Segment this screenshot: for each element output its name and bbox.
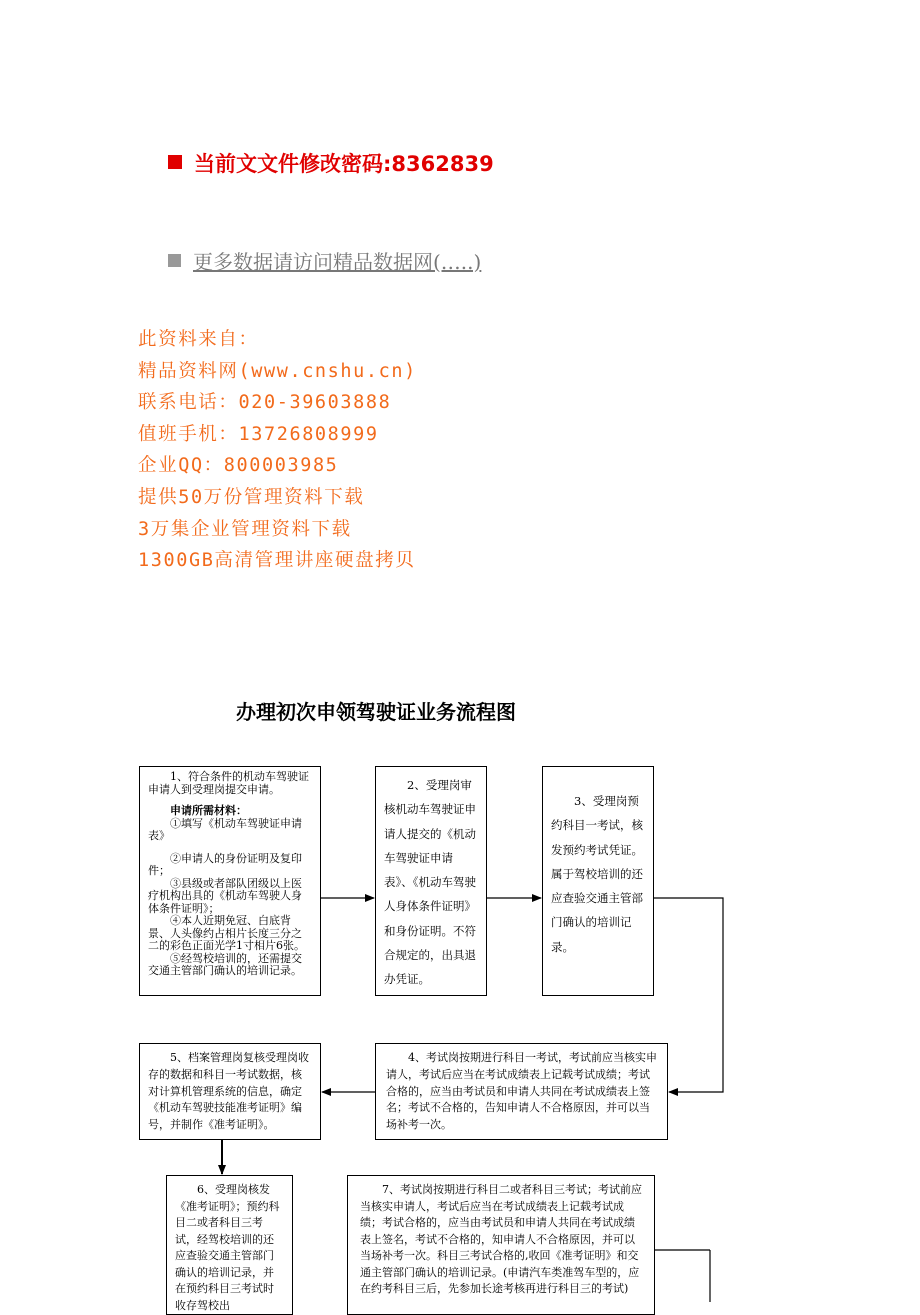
more-data-link[interactable]: 更多数据请访问精品数据网(…..) [193,250,482,274]
flow-step-7: 7、考试岗按期进行科目二或者科目三考试；考试前应当核实申请人，考试后应当在考试成绩表上记载考试成绩；考试合格的，应当由考试员和申请人共同在考试成绩表上签名，考试不合格的，知申请人不合格原因，并可以当场补考一次。科目三考试合格的,收回《准考证明》和交通主管部门确认的培训记录。(申请汽车类准驾车型的，应在约考科目三后，先参加长途考核再进行科目三的考试) [347,1175,655,1315]
step1-material-item: ⑤经驾校培训的，还需提交交通主管部门确认的培训记录。 [148,951,302,977]
ad-line: 企业QQ：800003985 [138,455,339,477]
step1-material-item: ②申请人的身份证明及复印件； [148,851,302,877]
flow-step-4: 4、考试岗按期进行科目一考试，考试前应当核实申请人，考试后应当在考试成绩表上记载考试成绩；考试合格的，应当由考试员和申请人共同在考试成绩表上签名；考试不合格的，告知申请人不合格原因，并可以当场补考一次。 [375,1043,668,1140]
flow-step-3: 3、受理岗预约科目一考试，核发预约考试凭证。属于驾校培训的还应查验交通主管部门确认的培训记录。 [542,766,654,996]
flow-step-1 [139,766,321,996]
ad-line: 1300GB高清管理讲座硬盘拷贝 [138,550,416,572]
ad-line: 此资料来自： [138,329,259,350]
ad-line: 联系电话：020-39603888 [138,392,392,414]
flow-step-2: 2、受理岗审核机动车驾驶证申请人提交的《机动车驾驶证申请表》、《机动车驾驶人身体条件证明》和身份证明。不符合规定的，出具退办凭证。 [375,766,487,996]
step1-material-item: ③县级或者部队团级以上医疗机构出具的《机动车驾驶人身体条件证明》； [148,876,302,915]
password-notice-text: 当前文文件修改密码:8362839 [194,152,494,176]
ad-line: 值班手机：13726808999 [138,423,379,445]
step1-materials-heading: 申请所需材料： [170,804,247,817]
step1-material-item: ①填写《机动车驾驶证申请表》 [148,816,302,842]
step1-material-item: ④本人近期免冠、白底背景、人头像约占相片长度三分之二的彩色正面光学1寸相片6张。 [148,914,305,952]
ad-line: 提供50万份管理资料下载 [138,486,365,508]
flow-step-5: 5、档案管理岗复核受理岗收存的数据和科目一考试数据，核对计算机管理系统的信息，确定《机动车驾驶技能准考证明》编号，并制作《准考证明》。 [139,1043,321,1140]
flow-step-6: 6、受理岗核发《准考证明》；预约科目二或者科目三考试，经驾校培训的还应查验交通主管部门确认的培训记录，并在预约科目三考试时收存驾校出 [166,1175,293,1315]
ad-line: 精品资料网(www.cnshu.cn) [138,360,417,382]
step1-intro: 1、符合条件的机动车驾驶证申请人到受理岗提交申请。 [148,770,309,796]
flowchart-title: 办理初次申领驾驶证业务流程图 [236,700,516,724]
ad-line: 3万集企业管理资料下载 [138,518,352,540]
